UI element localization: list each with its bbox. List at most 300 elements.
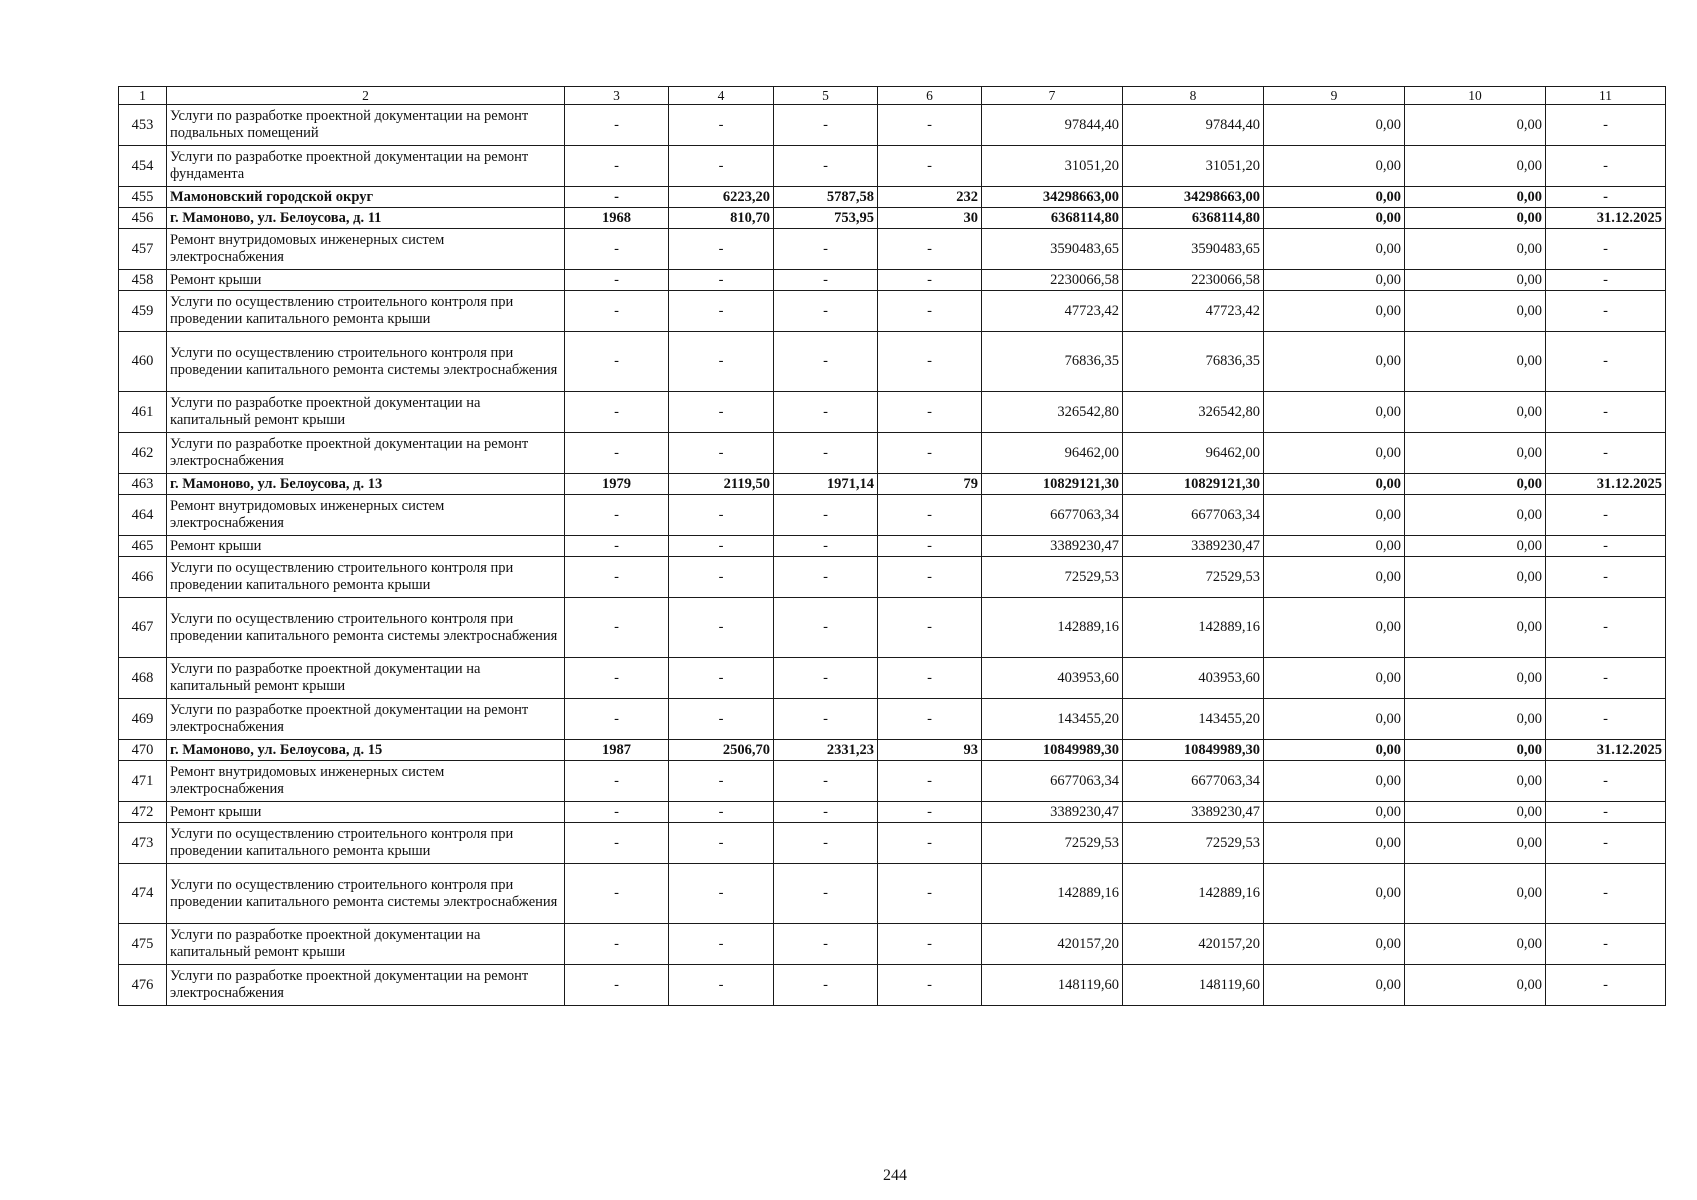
col-9-cell: 0,00 xyxy=(1264,557,1405,598)
row-number-cell: 465 xyxy=(119,536,167,557)
item-name-cell: Услуги по осуществлению строительного контроля при проведении капитального ремонта крыши xyxy=(167,557,565,598)
col-6-cell: 79 xyxy=(878,474,982,495)
col-8-cell: 403953,60 xyxy=(1123,658,1264,699)
col-9-cell: 0,00 xyxy=(1264,270,1405,291)
row-number-cell: 455 xyxy=(119,187,167,208)
col-7-cell: 142889,16 xyxy=(982,598,1123,658)
col-3-cell: - xyxy=(565,557,669,598)
col-9-cell: 0,00 xyxy=(1264,146,1405,187)
col-9-cell: 0,00 xyxy=(1264,965,1405,1006)
col-7-cell: 6368114,80 xyxy=(982,208,1123,229)
col-8-cell: 72529,53 xyxy=(1123,823,1264,864)
row-number-cell: 476 xyxy=(119,965,167,1006)
col-9-cell: 0,00 xyxy=(1264,924,1405,965)
col-5-cell: - xyxy=(774,332,878,392)
col-4-cell: - xyxy=(669,699,774,740)
row-number-cell: 460 xyxy=(119,332,167,392)
col-4-cell: 2119,50 xyxy=(669,474,774,495)
col-6-cell: 93 xyxy=(878,740,982,761)
col-5-cell: - xyxy=(774,229,878,270)
col-7-cell: 10829121,30 xyxy=(982,474,1123,495)
col-4-cell: 2506,70 xyxy=(669,740,774,761)
col-9-cell: 0,00 xyxy=(1264,291,1405,332)
col-6-cell: - xyxy=(878,864,982,924)
col-6-cell: - xyxy=(878,495,982,536)
col-5-cell: - xyxy=(774,495,878,536)
col-8-cell: 6368114,80 xyxy=(1123,208,1264,229)
col-8-cell: 34298663,00 xyxy=(1123,187,1264,208)
table-row xyxy=(119,598,1666,658)
col-6-cell: - xyxy=(878,761,982,802)
col-7-cell: 96462,00 xyxy=(982,433,1123,474)
col-5-cell: - xyxy=(774,146,878,187)
col-3-cell: - xyxy=(565,495,669,536)
item-name-cell: Услуги по разработке проектной документации на капитальный ремонт крыши xyxy=(167,924,565,965)
col-10-cell: 0,00 xyxy=(1405,270,1546,291)
row-number-cell: 468 xyxy=(119,658,167,699)
col-5-cell: - xyxy=(774,291,878,332)
col-7-cell: 326542,80 xyxy=(982,392,1123,433)
column-header: 6 xyxy=(878,87,982,105)
col-10-cell: 0,00 xyxy=(1405,598,1546,658)
col-9-cell: 0,00 xyxy=(1264,823,1405,864)
col-10-cell: 0,00 xyxy=(1405,802,1546,823)
col-11-cell: - xyxy=(1546,187,1666,208)
col-7-cell: 31051,20 xyxy=(982,146,1123,187)
col-11-cell: - xyxy=(1546,924,1666,965)
table-row xyxy=(119,658,1666,699)
col-10-cell: 0,00 xyxy=(1405,557,1546,598)
col-11-cell: - xyxy=(1546,291,1666,332)
col-8-cell: 31051,20 xyxy=(1123,146,1264,187)
col-3-cell: - xyxy=(565,924,669,965)
col-10-cell: 0,00 xyxy=(1405,965,1546,1006)
data-table xyxy=(118,86,1666,1006)
col-10-cell: 0,00 xyxy=(1405,229,1546,270)
col-5-cell: - xyxy=(774,433,878,474)
col-8-cell: 3590483,65 xyxy=(1123,229,1264,270)
item-name-cell: Услуги по разработке проектной документации на капитальный ремонт крыши xyxy=(167,658,565,699)
col-3-cell: - xyxy=(565,823,669,864)
col-3-cell: 1968 xyxy=(565,208,669,229)
item-name-cell: г. Мамоново, ул. Белоусова, д. 15 xyxy=(167,740,565,761)
col-7-cell: 72529,53 xyxy=(982,557,1123,598)
col-8-cell: 142889,16 xyxy=(1123,598,1264,658)
col-11-cell: - xyxy=(1546,699,1666,740)
row-number-cell: 463 xyxy=(119,474,167,495)
col-3-cell: - xyxy=(565,965,669,1006)
col-3-cell: - xyxy=(565,270,669,291)
table-row xyxy=(119,105,1666,146)
col-3-cell: - xyxy=(565,658,669,699)
col-9-cell: 0,00 xyxy=(1264,392,1405,433)
col-11-cell: - xyxy=(1546,965,1666,1006)
column-number-header-row xyxy=(119,87,1666,105)
item-name-cell: Услуги по разработке проектной документации на капитальный ремонт крыши xyxy=(167,392,565,433)
col-4-cell: - xyxy=(669,105,774,146)
column-header: 5 xyxy=(774,87,878,105)
col-4-cell: - xyxy=(669,864,774,924)
column-header: 1 xyxy=(119,87,167,105)
table-row xyxy=(119,291,1666,332)
item-name-cell: Услуги по разработке проектной документации на ремонт подвальных помещений xyxy=(167,105,565,146)
col-5-cell: - xyxy=(774,598,878,658)
col-8-cell: 2230066,58 xyxy=(1123,270,1264,291)
col-6-cell: - xyxy=(878,699,982,740)
item-name-cell: Услуги по разработке проектной документации на ремонт фундамента xyxy=(167,146,565,187)
col-9-cell: 0,00 xyxy=(1264,495,1405,536)
row-number-cell: 473 xyxy=(119,823,167,864)
item-name-cell: Услуги по осуществлению строительного контроля при проведении капитального ремонта системы электроснабжения xyxy=(167,598,565,658)
col-11-cell: - xyxy=(1546,761,1666,802)
row-number-cell: 467 xyxy=(119,598,167,658)
col-6-cell: 232 xyxy=(878,187,982,208)
col-9-cell: 0,00 xyxy=(1264,598,1405,658)
col-4-cell: - xyxy=(669,658,774,699)
col-6-cell: - xyxy=(878,229,982,270)
col-10-cell: 0,00 xyxy=(1405,105,1546,146)
item-name-cell: Ремонт внутридомовых инженерных систем электроснабжения xyxy=(167,495,565,536)
item-name-cell: Ремонт крыши xyxy=(167,270,565,291)
col-3-cell: - xyxy=(565,392,669,433)
col-8-cell: 76836,35 xyxy=(1123,332,1264,392)
col-8-cell: 47723,42 xyxy=(1123,291,1264,332)
row-number-cell: 454 xyxy=(119,146,167,187)
column-header: 10 xyxy=(1405,87,1546,105)
col-10-cell: 0,00 xyxy=(1405,699,1546,740)
col-6-cell: - xyxy=(878,105,982,146)
col-6-cell: - xyxy=(878,433,982,474)
col-6-cell: - xyxy=(878,802,982,823)
item-name-cell: Мамоновский городской округ xyxy=(167,187,565,208)
col-11-cell: - xyxy=(1546,433,1666,474)
col-3-cell: - xyxy=(565,229,669,270)
col-10-cell: 0,00 xyxy=(1405,740,1546,761)
col-3-cell: - xyxy=(565,761,669,802)
column-header: 9 xyxy=(1264,87,1405,105)
col-11-cell: - xyxy=(1546,802,1666,823)
row-number-cell: 456 xyxy=(119,208,167,229)
col-11-cell: - xyxy=(1546,557,1666,598)
column-header: 4 xyxy=(669,87,774,105)
col-3-cell: 1987 xyxy=(565,740,669,761)
col-4-cell: - xyxy=(669,761,774,802)
col-7-cell: 6677063,34 xyxy=(982,761,1123,802)
item-name-cell: Услуги по разработке проектной документации на ремонт электроснабжения xyxy=(167,699,565,740)
col-3-cell: - xyxy=(565,598,669,658)
row-number-cell: 466 xyxy=(119,557,167,598)
col-10-cell: 0,00 xyxy=(1405,761,1546,802)
col-9-cell: 0,00 xyxy=(1264,474,1405,495)
table-row xyxy=(119,761,1666,802)
col-11-cell: - xyxy=(1546,105,1666,146)
item-name-cell: Ремонт крыши xyxy=(167,536,565,557)
col-10-cell: 0,00 xyxy=(1405,864,1546,924)
group-row xyxy=(119,740,1666,761)
col-4-cell: - xyxy=(669,823,774,864)
col-8-cell: 3389230,47 xyxy=(1123,536,1264,557)
col-3-cell: - xyxy=(565,291,669,332)
col-6-cell: - xyxy=(878,332,982,392)
table-row xyxy=(119,270,1666,291)
col-10-cell: 0,00 xyxy=(1405,332,1546,392)
group-row xyxy=(119,208,1666,229)
col-6-cell: - xyxy=(878,598,982,658)
table-row xyxy=(119,332,1666,392)
col-8-cell: 96462,00 xyxy=(1123,433,1264,474)
row-number-cell: 470 xyxy=(119,740,167,761)
item-name-cell: Услуги по осуществлению строительного контроля при проведении капитального ремонта крыши xyxy=(167,823,565,864)
item-name-cell: г. Мамоново, ул. Белоусова, д. 13 xyxy=(167,474,565,495)
col-8-cell: 6677063,34 xyxy=(1123,761,1264,802)
col-9-cell: 0,00 xyxy=(1264,536,1405,557)
col-4-cell: - xyxy=(669,557,774,598)
col-5-cell: - xyxy=(774,761,878,802)
row-number-cell: 461 xyxy=(119,392,167,433)
col-7-cell: 2230066,58 xyxy=(982,270,1123,291)
col-8-cell: 10849989,30 xyxy=(1123,740,1264,761)
item-name-cell: Услуги по осуществлению строительного контроля при проведении капитального ремонта системы электроснабжения xyxy=(167,864,565,924)
col-9-cell: 0,00 xyxy=(1264,802,1405,823)
col-7-cell: 72529,53 xyxy=(982,823,1123,864)
col-9-cell: 0,00 xyxy=(1264,208,1405,229)
col-6-cell: - xyxy=(878,823,982,864)
col-7-cell: 143455,20 xyxy=(982,699,1123,740)
col-4-cell: - xyxy=(669,392,774,433)
page-number: 244 xyxy=(883,1167,907,1184)
table-row xyxy=(119,557,1666,598)
col-4-cell: 810,70 xyxy=(669,208,774,229)
table-row xyxy=(119,924,1666,965)
col-8-cell: 97844,40 xyxy=(1123,105,1264,146)
col-9-cell: 0,00 xyxy=(1264,658,1405,699)
col-7-cell: 47723,42 xyxy=(982,291,1123,332)
col-6-cell: - xyxy=(878,965,982,1006)
column-header: 3 xyxy=(565,87,669,105)
col-6-cell: - xyxy=(878,392,982,433)
row-number-cell: 457 xyxy=(119,229,167,270)
column-header: 2 xyxy=(167,87,565,105)
col-4-cell: - xyxy=(669,332,774,392)
col-3-cell: - xyxy=(565,699,669,740)
item-name-cell: Ремонт крыши xyxy=(167,802,565,823)
table-row xyxy=(119,433,1666,474)
col-9-cell: 0,00 xyxy=(1264,229,1405,270)
col-4-cell: - xyxy=(669,146,774,187)
table-row xyxy=(119,229,1666,270)
col-4-cell: - xyxy=(669,536,774,557)
col-9-cell: 0,00 xyxy=(1264,433,1405,474)
col-9-cell: 0,00 xyxy=(1264,740,1405,761)
col-4-cell: - xyxy=(669,229,774,270)
col-10-cell: 0,00 xyxy=(1405,208,1546,229)
col-5-cell: - xyxy=(774,965,878,1006)
table-row xyxy=(119,965,1666,1006)
col-11-cell: - xyxy=(1546,658,1666,699)
col-3-cell: - xyxy=(565,332,669,392)
col-3-cell: - xyxy=(565,146,669,187)
table-row xyxy=(119,699,1666,740)
col-10-cell: 0,00 xyxy=(1405,536,1546,557)
col-8-cell: 10829121,30 xyxy=(1123,474,1264,495)
col-7-cell: 10849989,30 xyxy=(982,740,1123,761)
col-5-cell: 2331,23 xyxy=(774,740,878,761)
column-header: 11 xyxy=(1546,87,1666,105)
col-4-cell: - xyxy=(669,802,774,823)
col-5-cell: - xyxy=(774,823,878,864)
col-5-cell: - xyxy=(774,536,878,557)
col-7-cell: 420157,20 xyxy=(982,924,1123,965)
col-3-cell: 1979 xyxy=(565,474,669,495)
col-8-cell: 148119,60 xyxy=(1123,965,1264,1006)
col-4-cell: - xyxy=(669,291,774,332)
col-7-cell: 403953,60 xyxy=(982,658,1123,699)
col-9-cell: 0,00 xyxy=(1264,864,1405,924)
col-6-cell: - xyxy=(878,291,982,332)
col-5-cell: - xyxy=(774,270,878,291)
col-3-cell: - xyxy=(565,433,669,474)
col-4-cell: - xyxy=(669,924,774,965)
col-11-cell: - xyxy=(1546,598,1666,658)
col-11-cell: - xyxy=(1546,536,1666,557)
col-7-cell: 97844,40 xyxy=(982,105,1123,146)
row-number-cell: 459 xyxy=(119,291,167,332)
col-10-cell: 0,00 xyxy=(1405,433,1546,474)
group-row xyxy=(119,187,1666,208)
col-10-cell: 0,00 xyxy=(1405,474,1546,495)
col-10-cell: 0,00 xyxy=(1405,924,1546,965)
col-5-cell: 5787,58 xyxy=(774,187,878,208)
col-7-cell: 6677063,34 xyxy=(982,495,1123,536)
col-9-cell: 0,00 xyxy=(1264,761,1405,802)
col-4-cell: - xyxy=(669,495,774,536)
col-5-cell: 753,95 xyxy=(774,208,878,229)
table-row xyxy=(119,536,1666,557)
col-8-cell: 142889,16 xyxy=(1123,864,1264,924)
col-8-cell: 326542,80 xyxy=(1123,392,1264,433)
col-3-cell: - xyxy=(565,802,669,823)
col-11-cell: 31.12.2025 xyxy=(1546,474,1666,495)
col-11-cell: - xyxy=(1546,229,1666,270)
col-5-cell: - xyxy=(774,658,878,699)
col-10-cell: 0,00 xyxy=(1405,823,1546,864)
item-name-cell: Услуги по разработке проектной документации на ремонт электроснабжения xyxy=(167,965,565,1006)
col-10-cell: 0,00 xyxy=(1405,495,1546,536)
row-number-cell: 475 xyxy=(119,924,167,965)
col-11-cell: - xyxy=(1546,823,1666,864)
col-4-cell: 6223,20 xyxy=(669,187,774,208)
row-number-cell: 471 xyxy=(119,761,167,802)
item-name-cell: Ремонт внутридомовых инженерных систем электроснабжения xyxy=(167,761,565,802)
col-5-cell: - xyxy=(774,802,878,823)
col-3-cell: - xyxy=(565,105,669,146)
col-9-cell: 0,00 xyxy=(1264,105,1405,146)
item-name-cell: Услуги по разработке проектной документации на ремонт электроснабжения xyxy=(167,433,565,474)
table-row xyxy=(119,823,1666,864)
table-body xyxy=(119,87,1666,1006)
col-10-cell: 0,00 xyxy=(1405,392,1546,433)
col-11-cell: - xyxy=(1546,495,1666,536)
column-header: 7 xyxy=(982,87,1123,105)
table-row xyxy=(119,802,1666,823)
col-7-cell: 3389230,47 xyxy=(982,536,1123,557)
col-8-cell: 143455,20 xyxy=(1123,699,1264,740)
row-number-cell: 462 xyxy=(119,433,167,474)
col-6-cell: - xyxy=(878,557,982,598)
col-4-cell: - xyxy=(669,598,774,658)
col-3-cell: - xyxy=(565,864,669,924)
col-9-cell: 0,00 xyxy=(1264,699,1405,740)
col-8-cell: 72529,53 xyxy=(1123,557,1264,598)
col-8-cell: 3389230,47 xyxy=(1123,802,1264,823)
table-row xyxy=(119,146,1666,187)
col-5-cell: - xyxy=(774,392,878,433)
col-8-cell: 420157,20 xyxy=(1123,924,1264,965)
col-3-cell: - xyxy=(565,536,669,557)
table-row xyxy=(119,495,1666,536)
item-name-cell: Услуги по осуществлению строительного контроля при проведении капитального ремонта крыши xyxy=(167,291,565,332)
col-4-cell: - xyxy=(669,270,774,291)
col-8-cell: 6677063,34 xyxy=(1123,495,1264,536)
col-5-cell: - xyxy=(774,924,878,965)
col-5-cell: - xyxy=(774,557,878,598)
row-number-cell: 469 xyxy=(119,699,167,740)
col-7-cell: 34298663,00 xyxy=(982,187,1123,208)
col-3-cell: - xyxy=(565,187,669,208)
col-11-cell: - xyxy=(1546,332,1666,392)
column-header: 8 xyxy=(1123,87,1264,105)
row-number-cell: 453 xyxy=(119,105,167,146)
item-name-cell: г. Мамоново, ул. Белоусова, д. 11 xyxy=(167,208,565,229)
item-name-cell: Ремонт внутридомовых инженерных систем электроснабжения xyxy=(167,229,565,270)
col-6-cell: - xyxy=(878,658,982,699)
col-10-cell: 0,00 xyxy=(1405,291,1546,332)
col-6-cell: - xyxy=(878,270,982,291)
col-11-cell: - xyxy=(1546,146,1666,187)
col-11-cell: 31.12.2025 xyxy=(1546,208,1666,229)
col-6-cell: 30 xyxy=(878,208,982,229)
col-7-cell: 148119,60 xyxy=(982,965,1123,1006)
row-number-cell: 464 xyxy=(119,495,167,536)
col-6-cell: - xyxy=(878,146,982,187)
col-9-cell: 0,00 xyxy=(1264,332,1405,392)
row-number-cell: 474 xyxy=(119,864,167,924)
col-7-cell: 3590483,65 xyxy=(982,229,1123,270)
col-11-cell: - xyxy=(1546,392,1666,433)
col-4-cell: - xyxy=(669,965,774,1006)
col-10-cell: 0,00 xyxy=(1405,146,1546,187)
table-row xyxy=(119,864,1666,924)
col-7-cell: 76836,35 xyxy=(982,332,1123,392)
col-5-cell: - xyxy=(774,864,878,924)
col-11-cell: 31.12.2025 xyxy=(1546,740,1666,761)
group-row xyxy=(119,474,1666,495)
col-5-cell: 1971,14 xyxy=(774,474,878,495)
col-7-cell: 3389230,47 xyxy=(982,802,1123,823)
col-4-cell: - xyxy=(669,433,774,474)
col-11-cell: - xyxy=(1546,864,1666,924)
col-9-cell: 0,00 xyxy=(1264,187,1405,208)
item-name-cell: Услуги по осуществлению строительного контроля при проведении капитального ремонта системы электроснабжения xyxy=(167,332,565,392)
col-10-cell: 0,00 xyxy=(1405,658,1546,699)
col-6-cell: - xyxy=(878,924,982,965)
col-10-cell: 0,00 xyxy=(1405,187,1546,208)
row-number-cell: 472 xyxy=(119,802,167,823)
col-11-cell: - xyxy=(1546,270,1666,291)
col-6-cell: - xyxy=(878,536,982,557)
col-7-cell: 142889,16 xyxy=(982,864,1123,924)
table-row xyxy=(119,392,1666,433)
